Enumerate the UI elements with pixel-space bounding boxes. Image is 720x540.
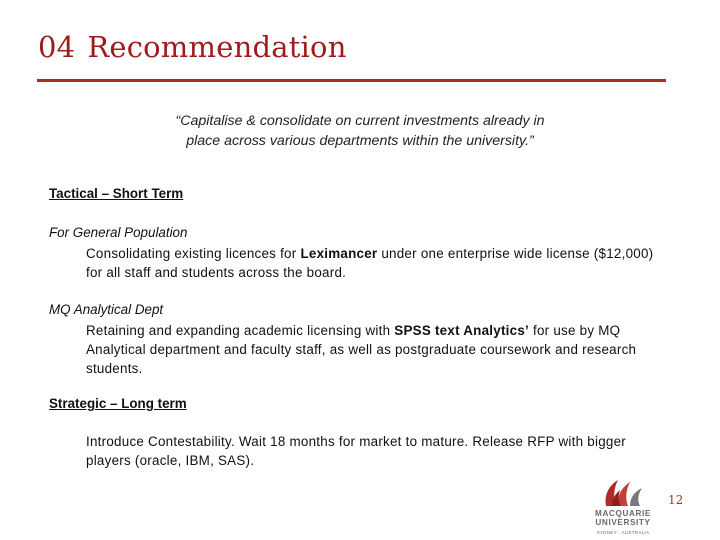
macquarie-logo (588, 478, 658, 534)
general-population-line-2: for all staff and students across the board. (86, 265, 347, 280)
tactical-heading: Tactical – Short Term (49, 186, 184, 201)
quote-line-1: “Capitalise & consolidate on current investments already in (175, 113, 545, 129)
mq-prefix: Retaining and expanding academic licensing with (86, 323, 395, 338)
title-text: Recommendation (87, 30, 347, 64)
logo-wordmark-line-2: UNIVERSITY (595, 518, 651, 527)
title-divider (37, 79, 666, 82)
mq-label: MQ Analytical Dept (49, 302, 164, 317)
quote-block (120, 111, 600, 151)
leximancer-term: Leximancer (300, 246, 378, 261)
gp-prefix: Consolidating existing licences for (86, 246, 301, 261)
strategic-text (86, 432, 686, 470)
strategic-line-1: Introduce Contestability. Wait 18 months for market to mature. Release RFP with bigger (86, 434, 626, 449)
mq-line-2: Analytical department and faculty staff, as well as postgraduate coursework and research (86, 342, 637, 357)
spss-term: SPSS text Analytics’ (394, 323, 530, 338)
lighthouse-emblem-icon (588, 478, 658, 508)
quote-line-2: place across various departments within the university.” (186, 133, 534, 149)
mq-line-1 (86, 321, 686, 340)
logo-wordmark-line-1: MACQUARIE (595, 509, 651, 518)
mq-suffix: for use by MQ (529, 323, 621, 338)
general-population-label: For General Population (49, 225, 188, 240)
page-number: 12 (668, 493, 684, 507)
general-population-line-1 (86, 244, 686, 263)
strategic-line-2: players (oracle, IBM, SAS). (86, 453, 255, 468)
slide-title (38, 30, 347, 64)
mq-text (86, 321, 686, 378)
general-population-text (86, 244, 686, 282)
section-number: 04 (38, 30, 76, 64)
strategic-heading: Strategic – Long term (49, 396, 187, 411)
gp-suffix: under one enterprise wide license ($12,000) (377, 246, 654, 261)
mq-line-3: students. (86, 361, 143, 376)
logo-tagline: SYDNEY · AUSTRALIA (596, 530, 650, 535)
